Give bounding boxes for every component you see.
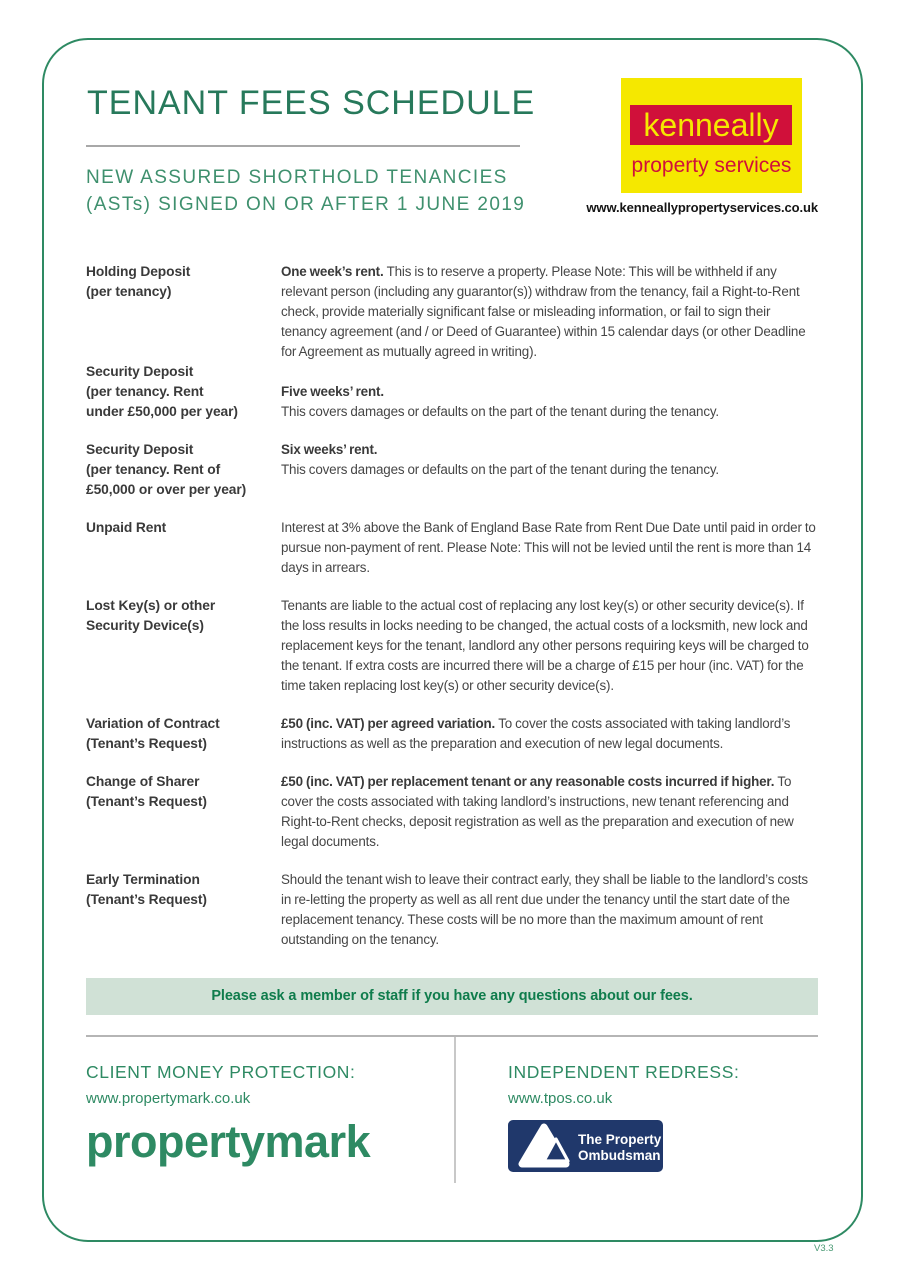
fee-label: Unpaid Rent: [86, 520, 167, 535]
kenneally-logo-name: kenneally: [630, 105, 792, 145]
client-money-protection-section: [86, 1037, 454, 1183]
propertymark-url: www.propertymark.co.uk: [86, 1090, 251, 1107]
tpo-logo-text-line2: Ombudsman: [578, 1148, 661, 1163]
fee-row: [86, 262, 818, 362]
fee-label: Lost Key(s) or other Security Device(s): [86, 598, 216, 633]
subtitle-line-1: NEW ASSURED SHORTHOLD TENANCIES: [86, 167, 508, 188]
independent-redress-section: [454, 1037, 818, 1183]
fee-row: [86, 518, 818, 578]
property-ombudsman-logo: [508, 1120, 663, 1172]
subtitle-line-2: (ASTs) SIGNED ON OR AFTER 1 JUNE 2019: [86, 194, 526, 215]
fee-label: Security Deposit (per tenancy. Rent of £50,000 or over per year): [86, 442, 247, 497]
fee-description: Should the tenant wish to leave their contract early, they shall be liable to the landlord’s costs in re-letting the property as well as all rent due under the tenancy until the start date of the replacement tenancy. These costs will be no more than the maximum amount of rent outstanding on the tenancy.: [281, 872, 808, 947]
tpos-url: www.tpos.co.uk: [508, 1090, 613, 1107]
content-area: [86, 262, 818, 1183]
page-subtitle: [86, 164, 525, 218]
fee-description: Interest at 3% above the Bank of England Base Rate from Rent Due Date until paid in order to pursue non-payment of rent. Please Note: This will not be levied until the rent is more than 14 days in arrears.: [281, 520, 816, 575]
title-divider: [86, 145, 520, 147]
propertymark-logo: propertymark: [86, 1116, 371, 1167]
fee-row: [86, 440, 818, 500]
fee-description: Five weeks’ rent. This covers damages or defaults on the part of the tenant during the tenancy.: [281, 384, 720, 419]
fee-description: One week’s rent. This is to reserve a property. Please Note: This will be withheld if any relevant person (including any guarantor(s)) withdraw from the tenancy, fail a Right-to-Rent check, provide materially significant false or misleading information, or fail to sign their tenancy agreement (and / or Deed of Guarantee) within 15 calendar days (or other Deadline for Agreement as mutually agreed in writing).: [281, 264, 806, 359]
fee-row: [86, 596, 818, 696]
fee-label: Early Termination (Tenant’s Request): [86, 872, 207, 907]
fee-description: £50 (inc. VAT) per agreed variation. To cover the costs associated with taking landlord’s instructions as well as the preparation and execution of new legal documents.: [281, 716, 791, 751]
fee-description: Tenants are liable to the actual cost of replacing any lost key(s) or other security device(s). If the loss results in locks needing to be changed, the actual costs of a locksmith, new lock and replacement keys for the tenant, landlord any other persons requiring keys will be charged to the tenant. If extra costs are incurred there will be a charge of £15 per hour (inc. VAT) for the time taken replacing lost key(s) or other security device(s).: [281, 598, 809, 693]
fee-label: Security Deposit (per tenancy. Rent under £50,000 per year): [86, 364, 238, 419]
fee-label: Holding Deposit (per tenancy): [86, 264, 191, 299]
questions-banner: Please ask a member of staff if you have any questions about our fees.: [86, 978, 818, 1015]
fee-label: Change of Sharer (Tenant’s Request): [86, 774, 207, 809]
fee-row: [86, 870, 818, 950]
fee-row: [86, 714, 818, 754]
fee-row: [86, 362, 818, 422]
independent-redress-heading: INDEPENDENT REDRESS:: [508, 1062, 740, 1082]
fee-description: Six weeks’ rent. This covers damages or defaults on the part of the tenant during the tenancy.: [281, 442, 720, 477]
tpo-logo-text-line1: The Property: [578, 1132, 662, 1147]
version-label: V3.3: [814, 1243, 834, 1254]
kenneally-website: www.kenneallypropertyservices.co.uk: [586, 200, 818, 215]
kenneally-logo-tagline: property services: [631, 154, 792, 177]
fee-label: Variation of Contract (Tenant’s Request): [86, 716, 220, 751]
client-money-protection-heading: CLIENT MONEY PROTECTION:: [86, 1062, 356, 1082]
fees-table: [86, 262, 818, 950]
footer: [86, 1037, 818, 1183]
kenneally-logo: [621, 78, 802, 193]
page-title: TENANT FEES SCHEDULE: [87, 84, 536, 122]
fee-description: £50 (inc. VAT) per replacement tenant or any reasonable costs incurred if higher. To cover the costs associated with taking landlord’s instructions, new tenant referencing and Right-to-Rent checks, deposit registration as well as the preparation and execution of new legal documents.: [281, 774, 794, 849]
fee-row: [86, 772, 818, 852]
